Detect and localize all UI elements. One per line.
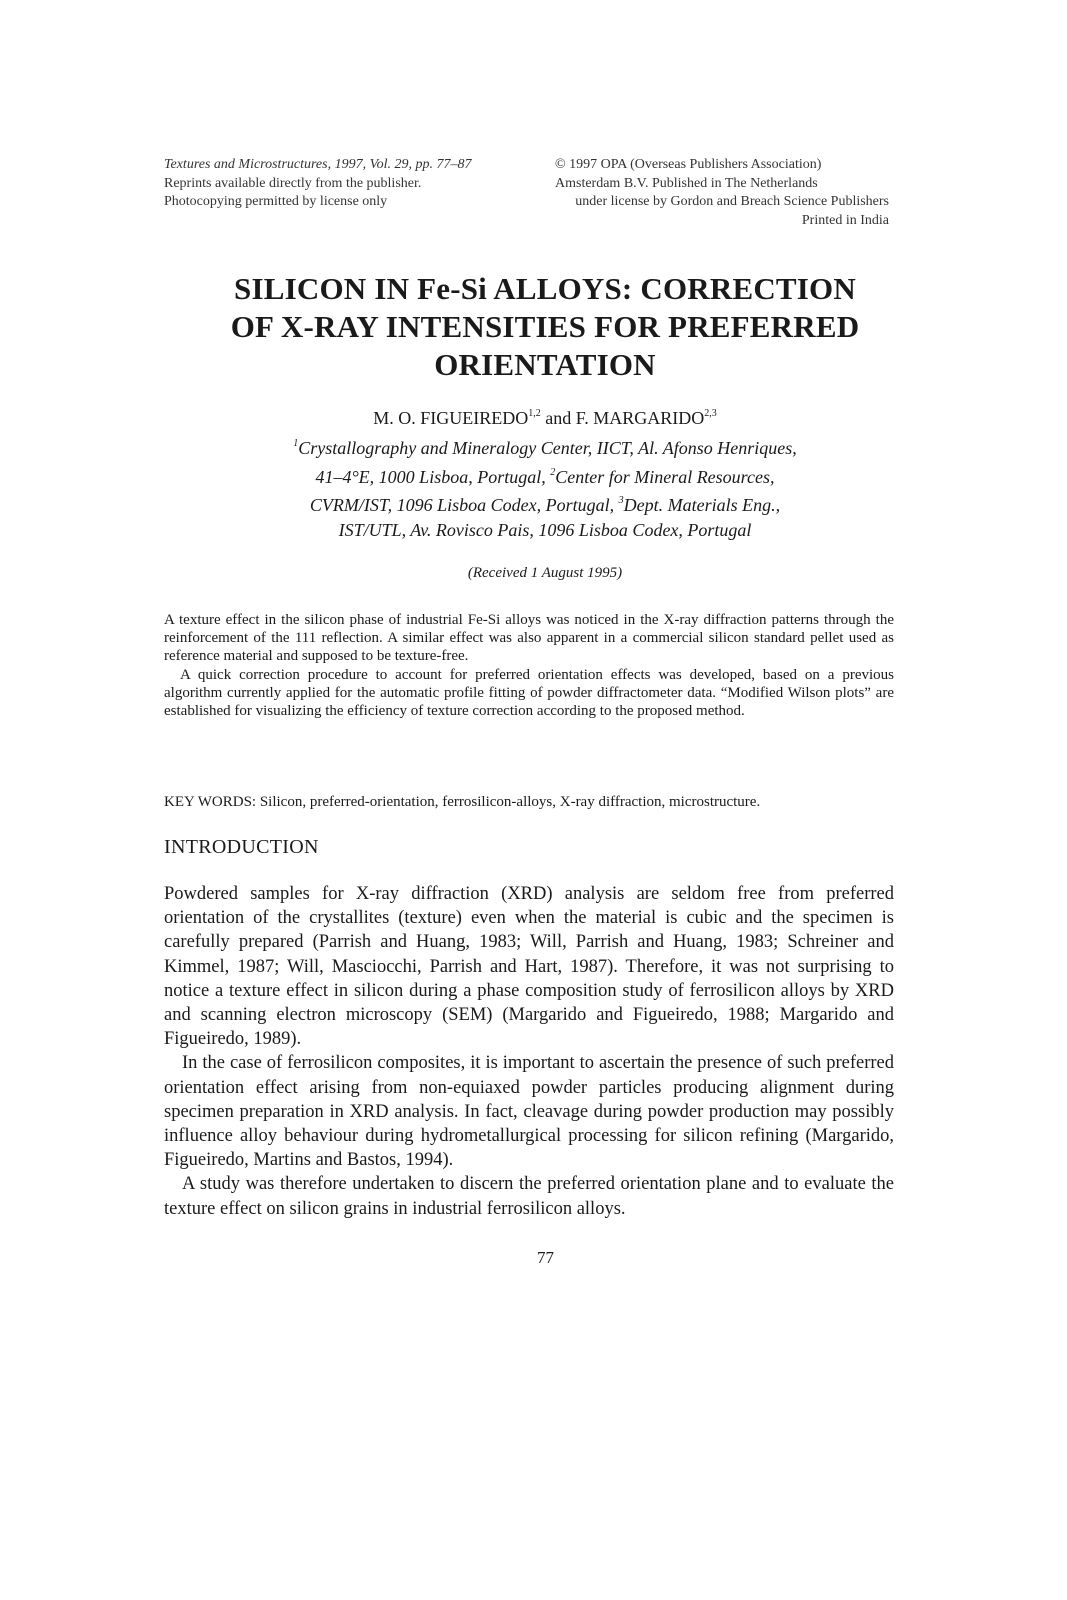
abstract <box>164 611 894 720</box>
body-paragraph: In the case of ferrosilicon composites, it is important to ascertain the presence of such preferred orientation effect arising from non-equiaxed powder particles producing alignment during specimen preparation in XRD analysis. In fact, cleavage during powder production may possibly influence alloy behaviour during hydrometallurgical processing for silicon refining (Margarido, Figueiredo, Martins and Bastos, 1994). <box>164 1053 894 1171</box>
abstract-paragraph: A texture effect in the silicon phase of industrial Fe-Si alloys was noticed in the X-ray diffraction patterns through the reinforcement of the 111 reflection. A similar effect was also apparent in a commercial silicon standard pellet used as reference material and supposed to be texture-free. <box>164 612 894 665</box>
section-heading: INTRODUCTION <box>164 836 319 858</box>
affiliation-text: CVRM/IST, 1096 Lisboa Codex, Portugal, <box>309 495 619 515</box>
printed-in: Printed in India <box>801 212 889 228</box>
title-line: SILICON IN Fe-Si ALLOYS: CORRECTION <box>234 271 856 306</box>
header-right <box>469 156 889 230</box>
affiliations <box>160 432 930 542</box>
title-line: OF X-RAY INTENSITIES FOR PREFERRED <box>230 309 860 344</box>
title-line: ORIENTATION <box>434 347 656 382</box>
author-list <box>160 403 930 429</box>
abstract-paragraph: A quick correction procedure to account for preferred orientation effects was developed, based on a previous algorithm currently applied for the automatic profile fitting of powder diffractometer data. “Modified Wilson plots” are established for visualizing the efficiency of texture correction according to the proposed method. <box>164 666 894 720</box>
author-conjunction: and <box>545 408 572 428</box>
affiliation-marker: 2 <box>550 466 556 478</box>
body-paragraph: Powdered samples for X-ray diffraction (XRD) analysis are seldom free from preferred orientation of the crystallites (texture) even when the material is cubic and the specimen is carefully prepared (Parrish and Huang, 1983; Will, Parrish and Huang, 1983; Schreiner and Kimmel, 1987; Will, Masciocchi, Parrish and Hart, 1987). Therefore, it was not surprising to notice a texture effect in silicon during a phase composition study of ferrosilicon alloys by XRD and scanning electron microscopy (SEM) (Margarido and Figueiredo, 1988; Margarido and Figueiredo, 1989). <box>164 884 894 1050</box>
affiliation-marker: 1 <box>293 438 299 449</box>
keywords: KEY WORDS: Silicon, preferred-orientation, ferrosilicon-alloys, X-ray diffraction, microstructure. <box>164 794 761 810</box>
copyright-line: © 1997 OPA (Overseas Publishers Association) <box>555 157 822 172</box>
author-name: M. O. FIGUEIREDO <box>373 408 529 428</box>
affiliation-marker: 3 <box>618 495 624 506</box>
body-text <box>164 882 894 1221</box>
affiliation-line: IST/UTL, Av. Rovisco Pais, 1096 Lisboa Codex, Portugal <box>338 519 752 540</box>
body-paragraph: A study was therefore undertaken to discern the preferred orientation plane and to evaluate the texture effect on silicon grains in industrial ferrosilicon alloys. <box>164 1174 894 1219</box>
journal-citation: Textures and Microstructures, 1997, Vol. 29, pp. 77–87 <box>164 157 472 172</box>
affiliation-line <box>160 489 930 518</box>
page-number: 77 <box>537 1248 554 1267</box>
affiliation-text: Dept. Materials Eng., <box>623 495 781 515</box>
affiliation-text: 41–4°E, 1000 Lisboa, Portugal, <box>315 466 551 487</box>
author-affiliation-marker: 2,3 <box>704 408 717 419</box>
paper-title <box>100 270 990 384</box>
affiliation-text: Center for Mineral Resources, <box>555 466 775 487</box>
author-name: F. MARGARIDO <box>575 408 705 428</box>
photocopying-note: Photocopying permitted by license only <box>164 194 388 209</box>
affiliation-text: Crystallography and Mineralogy Center, IICT, Al. Afonso Henriques, <box>298 438 797 458</box>
publisher-location: Amsterdam B.V. Published in The Netherlands <box>555 175 818 191</box>
license-line: under license by Gordon and Breach Science Publishers <box>575 194 889 209</box>
reprints-note: Reprints available directly from the publisher. <box>164 175 422 191</box>
author-affiliation-marker: 1,2 <box>528 408 541 419</box>
affiliation-line <box>160 461 930 490</box>
affiliation-line <box>160 432 930 461</box>
received-date: (Received 1 August 1995) <box>467 565 623 581</box>
